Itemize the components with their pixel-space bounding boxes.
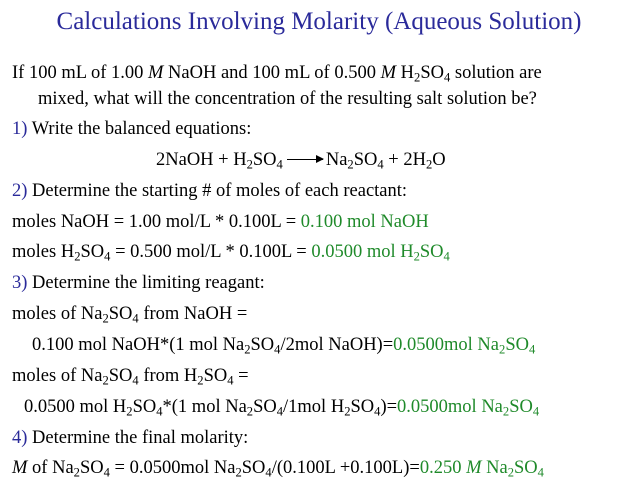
problem-text: NaOH and 100 mL of 0.500 xyxy=(163,63,381,83)
calc-text: )= xyxy=(380,397,398,417)
equation-text: + 2H xyxy=(383,150,426,170)
subscript: 2 xyxy=(246,404,254,419)
calc-text: = xyxy=(233,366,249,386)
step-3-heading xyxy=(12,274,265,293)
calc-text: = 0.500 mol/L * 0.100L = xyxy=(110,242,312,262)
calc-text: SO xyxy=(350,397,375,417)
calc-text: from H xyxy=(138,366,198,386)
subscript: 2 xyxy=(344,404,351,419)
moles-naoh-line xyxy=(12,213,429,232)
step-number: 1) xyxy=(12,119,28,139)
calc-result-text: 0.0500mol Na xyxy=(397,397,503,417)
step-4-heading xyxy=(12,429,248,448)
subscript: 2 xyxy=(507,465,514,480)
moles-na2so4-from-naoh-label xyxy=(12,305,247,324)
calc-result-text: Na xyxy=(481,458,508,478)
equation-text: SO xyxy=(252,150,277,170)
step-number: 4) xyxy=(12,428,28,448)
calc-text: SO xyxy=(108,366,133,386)
step-2-heading xyxy=(12,182,407,201)
subscript: 2 xyxy=(244,342,251,357)
reaction-arrow-icon xyxy=(287,159,323,160)
subscript: 2 xyxy=(246,157,253,172)
subscript: 2 xyxy=(73,465,80,480)
moles-na2so4-from-h2so4-label xyxy=(12,367,249,386)
subscript: 4 xyxy=(265,465,272,480)
calc-text: /2mol NaOH)= xyxy=(280,335,394,355)
subscript: 2 xyxy=(347,157,354,172)
equation-text: Na xyxy=(325,150,348,170)
equation-text: O xyxy=(432,150,446,170)
calc-text: SO xyxy=(79,458,104,478)
subscript: 2 xyxy=(499,342,506,357)
calc-text: moles of Na xyxy=(12,366,103,386)
subscript: 2 xyxy=(102,373,109,388)
step-number: 3) xyxy=(12,273,28,293)
molarity-symbol: M xyxy=(12,458,28,478)
calc-text: SO xyxy=(241,458,266,478)
subscript: 2 xyxy=(425,157,433,172)
subscript: 4 xyxy=(374,404,381,419)
step-text: Determine the limiting reagant: xyxy=(27,273,265,293)
molarity-symbol: M xyxy=(148,63,164,83)
subscript: 4 xyxy=(443,70,451,85)
calc-result-text: SO xyxy=(514,458,538,478)
balanced-equation xyxy=(156,151,446,170)
calc-text: moles of Na xyxy=(12,304,103,324)
moles-na2so4-from-h2so4-calc xyxy=(24,398,539,417)
subscript: 4 xyxy=(377,157,384,172)
calc-result xyxy=(393,335,535,355)
step-text: Determine the final molarity: xyxy=(27,428,249,448)
step-text: Determine the starting # of moles of each reactant: xyxy=(27,181,408,201)
calc-result: 0.100 mol NaOH xyxy=(300,212,429,232)
subscript: 2 xyxy=(74,249,81,264)
calc-text: of Na xyxy=(27,458,74,478)
calc-result xyxy=(420,458,544,478)
subscript: 4 xyxy=(132,311,139,326)
subscript: 2 xyxy=(126,404,133,419)
calc-text: SO xyxy=(80,242,105,262)
calc-text: 0.100 mol NaOH*(1 mol Na xyxy=(32,335,245,355)
calc-text: moles H xyxy=(12,242,75,262)
subscript: 2 xyxy=(102,311,109,326)
calc-text: = 0.0500mol Na xyxy=(109,458,236,478)
subscript: 4 xyxy=(104,249,111,264)
problem-text: solution are xyxy=(450,63,542,83)
calc-text: SO xyxy=(250,335,275,355)
calc-text: /(0.100L +0.100L)= xyxy=(271,458,420,478)
problem-line-2: mixed, what will the concentration of the resulting salt solution be? xyxy=(38,89,537,109)
calc-text: 0.0500 mol H xyxy=(24,397,127,417)
problem-text: If 100 mL of 1.00 xyxy=(12,63,148,83)
subscript: 4 xyxy=(276,157,283,172)
subscript: 2 xyxy=(414,70,421,85)
subscript: 4 xyxy=(132,373,139,388)
equation-text: 2NaOH + H xyxy=(156,150,247,170)
subscript: 4 xyxy=(276,404,284,419)
calc-text: SO xyxy=(132,397,157,417)
subscript: 4 xyxy=(528,342,536,357)
subscript: 2 xyxy=(502,404,510,419)
moles-h2so4-line xyxy=(12,243,450,262)
calc-text: SO xyxy=(253,397,277,417)
slide-title: Calculations Involving Molarity (Aqueous Solution) xyxy=(56,8,582,35)
subscript: 4 xyxy=(156,404,163,419)
calc-result-text: SO xyxy=(505,335,529,355)
problem-text: SO xyxy=(420,63,444,83)
subscript: 2 xyxy=(197,373,204,388)
subscript: 2 xyxy=(413,249,420,264)
calc-result-text: 0.0500mol Na xyxy=(393,335,500,355)
equation-text: SO xyxy=(353,150,378,170)
subscript: 4 xyxy=(443,249,450,264)
calc-result-text: SO xyxy=(419,242,444,262)
subscript: 4 xyxy=(274,342,281,357)
subscript: 4 xyxy=(227,373,234,388)
problem-text: H xyxy=(396,63,415,83)
calc-result-text: SO xyxy=(509,397,533,417)
calc-text: moles NaOH = 1.00 mol/L * 0.100L = xyxy=(12,212,301,232)
calc-text: SO xyxy=(108,304,133,324)
subscript: 2 xyxy=(235,465,242,480)
calc-result xyxy=(397,397,539,417)
molarity-symbol: M xyxy=(380,63,397,83)
step-number: 2) xyxy=(12,181,28,201)
step-text: Write the balanced equations: xyxy=(27,119,252,139)
step-1-heading xyxy=(12,120,251,139)
calc-text: /1mol H xyxy=(283,397,345,417)
final-molarity-line xyxy=(12,459,544,478)
calc-result xyxy=(311,242,450,262)
subscript: 4 xyxy=(532,404,540,419)
problem-line-1 xyxy=(12,64,542,83)
calc-text: from NaOH = xyxy=(138,304,248,324)
subscript: 4 xyxy=(537,465,544,480)
molarity-symbol: M xyxy=(466,458,482,478)
moles-na2so4-from-naoh-calc xyxy=(32,336,535,355)
subscript: 4 xyxy=(103,465,110,480)
calc-text: *(1 mol Na xyxy=(162,397,247,417)
calc-result-text: 0.0500 mol H xyxy=(311,242,414,262)
calc-result-text: 0.250 xyxy=(419,458,467,478)
calc-text: SO xyxy=(203,366,228,386)
